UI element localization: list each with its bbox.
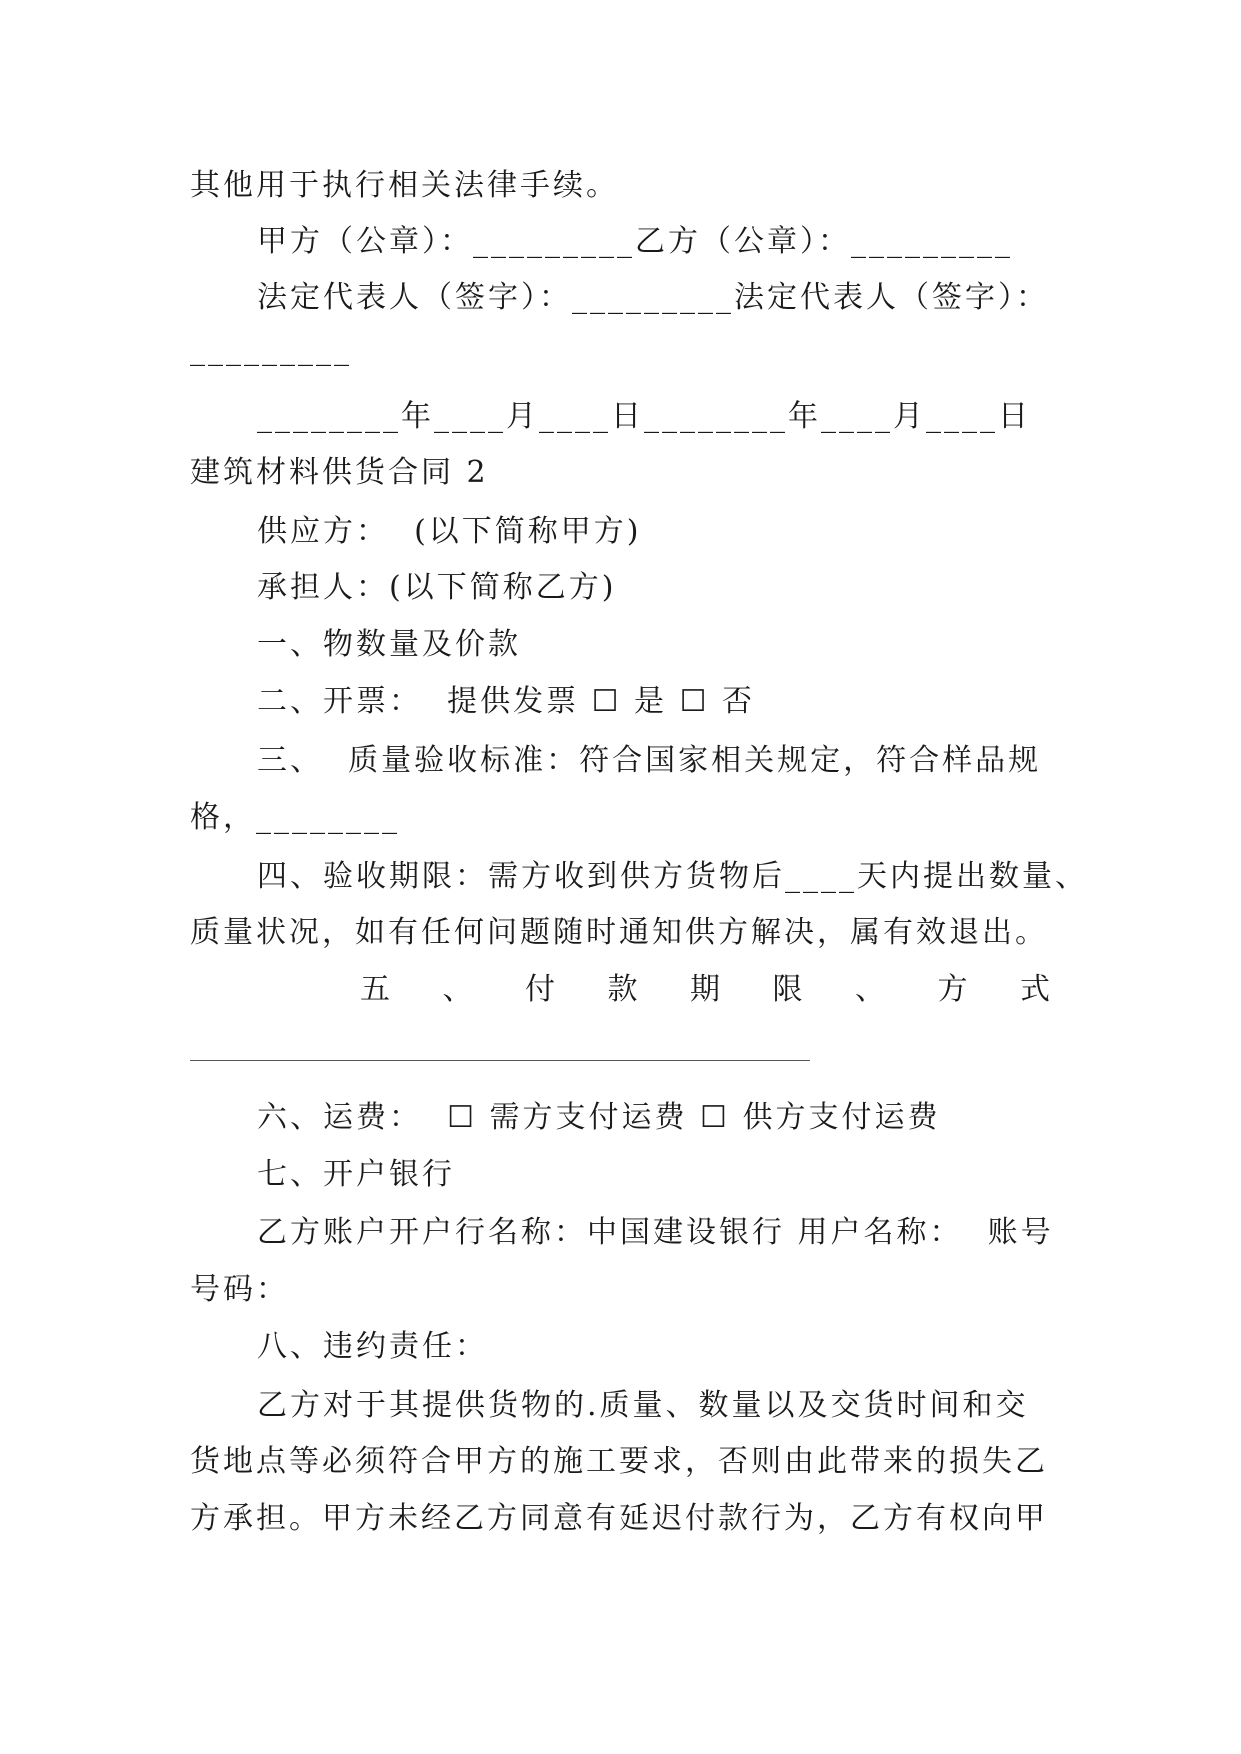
- section-1-heading: 一、物数量及价款: [257, 627, 521, 662]
- heading-char: 、: [442, 972, 473, 1007]
- contractor-line: 承担人：(以下简称乙方): [257, 570, 617, 605]
- heading-char: 限: [772, 972, 803, 1007]
- bank-details-line: 乙方账户开户行名称：中国建设银行 用户名称： 账号: [257, 1215, 1054, 1250]
- date-line: ________年____月____日________年____月____日: [257, 399, 1031, 434]
- section-3-quality: 三、 质量验收标准：符合国家相关规定，符合样品规: [257, 743, 1042, 778]
- text-line: 质量状况，如有任何问题随时通知供方解决，属有效退出。: [190, 915, 1048, 950]
- payment-blank-line: [190, 1060, 810, 1061]
- seal-line: 甲方（公章）：_________乙方（公章）：_________: [257, 224, 1013, 259]
- heading-char: 式: [1020, 972, 1050, 1007]
- paragraph-line: 货地点等必须符合甲方的施工要求，否则由此带来的损失乙: [190, 1444, 1048, 1479]
- text-line: 号码：: [190, 1272, 289, 1307]
- heading-char: 、: [855, 972, 885, 1007]
- signature-blank: _________: [190, 332, 352, 367]
- supplier-line: 供应方： (以下简称甲方): [257, 514, 642, 549]
- heading-char: 付: [525, 972, 555, 1007]
- paragraph-line: 乙方对于其提供货物的.质量、数量以及交货时间和交: [257, 1388, 1029, 1423]
- signature-line: 法定代表人（签字）：_________法定代表人（签字）：: [257, 280, 1049, 315]
- heading-char: 方: [937, 972, 968, 1007]
- section-7-bank: 七、开户银行: [257, 1157, 455, 1192]
- heading-char: 款: [607, 972, 638, 1007]
- text-line: 格，________: [190, 800, 400, 835]
- section-5-payment-heading: [190, 970, 1050, 1010]
- paragraph-line: 方承担。甲方未经乙方同意有延迟付款行为，乙方有权向甲: [190, 1501, 1048, 1536]
- text-line: 其他用于执行相关法律手续。: [190, 168, 619, 203]
- heading-char: 期: [690, 972, 720, 1007]
- section-8-liability: 八、违约责任：: [257, 1329, 488, 1364]
- section-6-freight: 六、运费： ☐ 需方支付运费 ☐ 供方支付运费: [257, 1100, 941, 1135]
- document-title: 建筑材料供货合同 2: [190, 455, 489, 490]
- section-2-invoice: 二、开票： 提供发票 ☐ 是 ☐ 否: [257, 684, 756, 719]
- section-4-acceptance: 四、验收期限：需方收到供方货物后____天内提出数量、: [257, 859, 1088, 894]
- heading-char: 五: [360, 972, 390, 1007]
